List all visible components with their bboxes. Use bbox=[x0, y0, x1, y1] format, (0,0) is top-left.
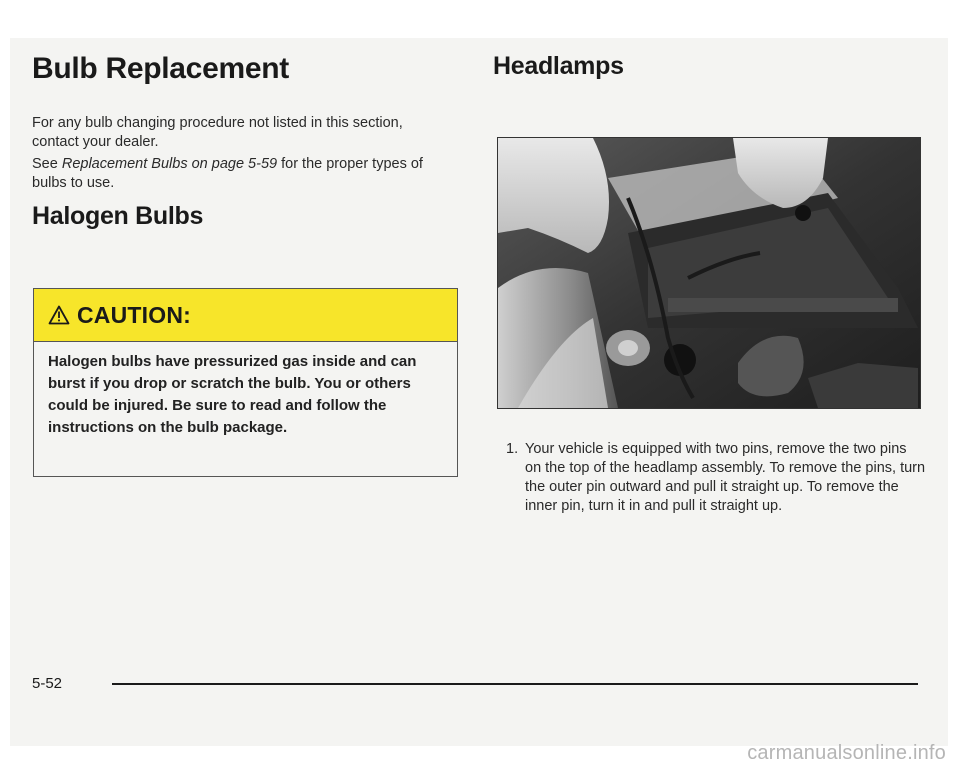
caution-text: Halogen bulbs have pressurized gas inside and can burst if you drop or scratch the bulb. You or others could be injured. Be sure to read and follow the instructions on the bulb package. bbox=[48, 353, 417, 436]
caution-title: CAUTION: bbox=[77, 301, 192, 328]
footer-rule bbox=[112, 683, 918, 685]
caution-box bbox=[33, 288, 458, 477]
see-prefix: See bbox=[32, 156, 62, 172]
headlamps-heading: Headlamps bbox=[493, 52, 624, 80]
page-title: Bulb Replacement bbox=[32, 52, 289, 85]
step-1 bbox=[506, 440, 926, 516]
step-number: 1. bbox=[506, 441, 519, 457]
see-reference-paragraph bbox=[32, 155, 452, 193]
warning-triangle-icon bbox=[48, 305, 70, 325]
step-text: Your vehicle is equipped with two pins, remove the two pins on the top of the headlamp assembly. To remove the pins, turn the outer pin outward and pull it straight up. To remove the inner pin, turn it in and pull it straight up. bbox=[525, 441, 926, 514]
replacement-bulbs-reference: Replacement Bulbs on page 5-59 bbox=[61, 156, 278, 172]
caution-header bbox=[34, 289, 457, 342]
page-number: 5-52 bbox=[32, 675, 63, 692]
see-suffix: for the proper types of bulbs to use. bbox=[32, 156, 423, 191]
watermark: carmanualsonline.info bbox=[747, 742, 946, 764]
halogen-bulbs-heading: Halogen Bulbs bbox=[32, 202, 204, 230]
intro-paragraph: For any bulb changing procedure not listed in this section, contact your dealer. bbox=[32, 115, 403, 150]
headlamp-photo bbox=[497, 137, 921, 409]
